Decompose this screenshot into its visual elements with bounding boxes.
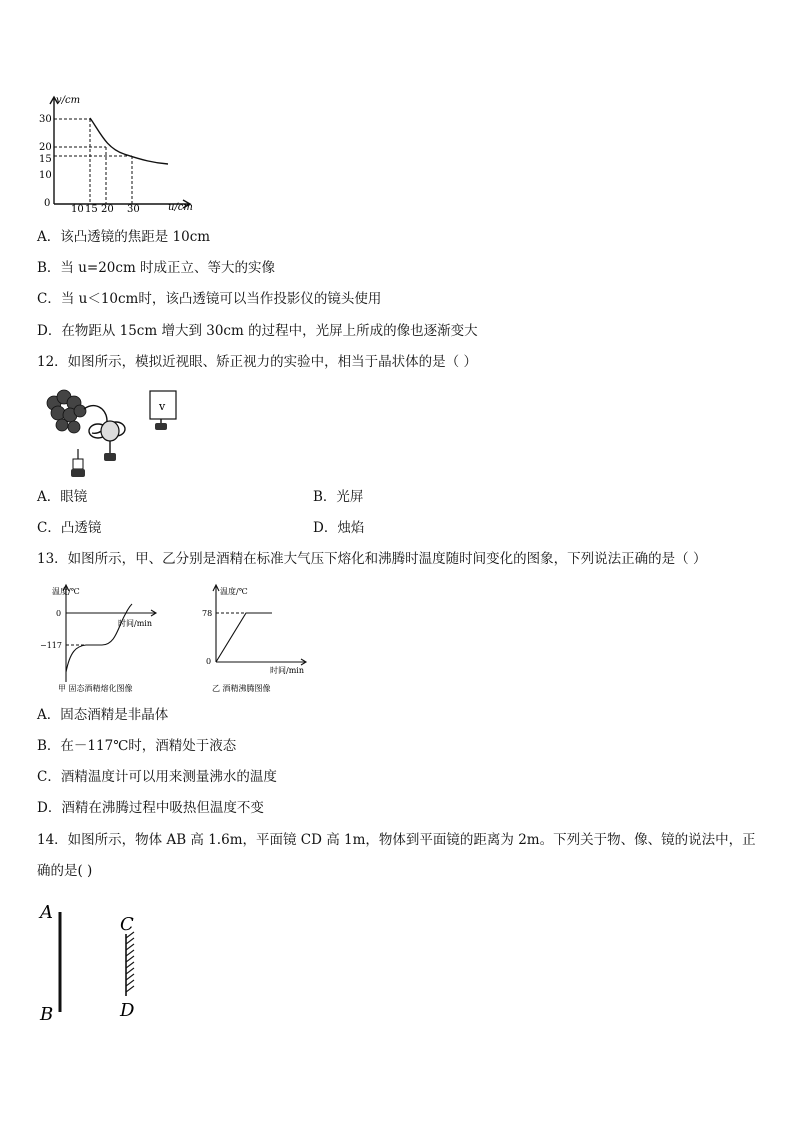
label-b: B (40, 1004, 54, 1025)
q12-stem: 12．如图所示，模拟近视眼、矫正视力的实验中，相当于晶状体的是（ ） (37, 354, 477, 370)
eye-experiment-illustration (40, 383, 190, 483)
q12-option-a: A．眼镜 (37, 489, 88, 505)
x-tick-15: 15 (85, 204, 98, 215)
q13-option-d: D．酒精在沸腾过程中吸热但温度不变 (37, 800, 264, 816)
q11-option-c: C．当 u＜10cm时，该凸透镜可以当作投影仪的镜头使用 (37, 291, 382, 307)
x-tick-10: 10 (71, 204, 84, 215)
uv-graph (34, 92, 204, 217)
label-c: C (120, 914, 134, 935)
x-tick-20: 20 (101, 204, 114, 215)
u-axis-label: u/cm (168, 202, 193, 213)
y-tick-20: 20 (39, 142, 52, 153)
q11-option-d: D．在物距从 15cm 增大到 30cm 的过程中，光屏上所成的像也逐渐变大 (37, 323, 478, 339)
q11-option-b: B．当 u=20cm 时成正立、等大的实像 (37, 260, 276, 276)
q13-option-c: C．酒精温度计可以用来测量沸水的温度 (37, 769, 277, 785)
label-a: A (40, 902, 53, 923)
v-axis-label: v/cm (56, 95, 81, 106)
q12-option-b: B．光屏 (313, 489, 364, 505)
melting-tick-0: 0 (56, 609, 62, 618)
y-tick-0: 0 (44, 198, 51, 209)
object-mirror-diagram (36, 898, 156, 1028)
y-tick-15: 15 (39, 154, 52, 165)
melting-tick-117: −117 (40, 641, 62, 650)
boiling-x-label: 时间/min (270, 666, 304, 675)
y-tick-10: 10 (39, 170, 52, 181)
boiling-graph (196, 582, 320, 697)
label-d: D (120, 1000, 135, 1021)
melting-y-label: 温度/℃ (52, 587, 80, 596)
melting-graph (36, 582, 164, 697)
x-tick-30: 30 (127, 204, 140, 215)
q13-option-a: A．固态酒精是非晶体 (37, 707, 169, 723)
y-tick-30: 30 (39, 114, 52, 125)
q11-option-a: A．该凸透镜的焦距是 10cm (37, 229, 211, 245)
boiling-caption: 乙 酒精沸腾图像 (212, 684, 271, 693)
q12-option-c: C．凸透镜 (37, 520, 102, 536)
melting-caption: 甲 固态酒精熔化图像 (58, 684, 133, 693)
q14-stem-line1: 14．如图所示，物体 AB 高 1.6m，平面镜 CD 高 1m，物体到平面镜的距离为 2m。下列关于物、像、镜的说法中，正 (37, 832, 756, 848)
melting-x-label: 时间/min (118, 619, 152, 628)
boiling-tick-78: 78 (202, 609, 213, 618)
svg-text:v: v (159, 400, 166, 413)
boiling-y-label: 温度/℃ (220, 587, 248, 596)
q14-stem-line2: 确的是( ) (37, 863, 93, 879)
boiling-tick-0: 0 (206, 657, 212, 666)
q12-option-d: D．烛焰 (313, 520, 365, 536)
q13-option-b: B．在－117℃时，酒精处于液态 (37, 738, 237, 754)
q13-stem: 13．如图所示，甲、乙分别是酒精在标准大气压下熔化和沸腾时温度随时间变化的图象，下列说法正确的是（ ） (37, 551, 707, 567)
